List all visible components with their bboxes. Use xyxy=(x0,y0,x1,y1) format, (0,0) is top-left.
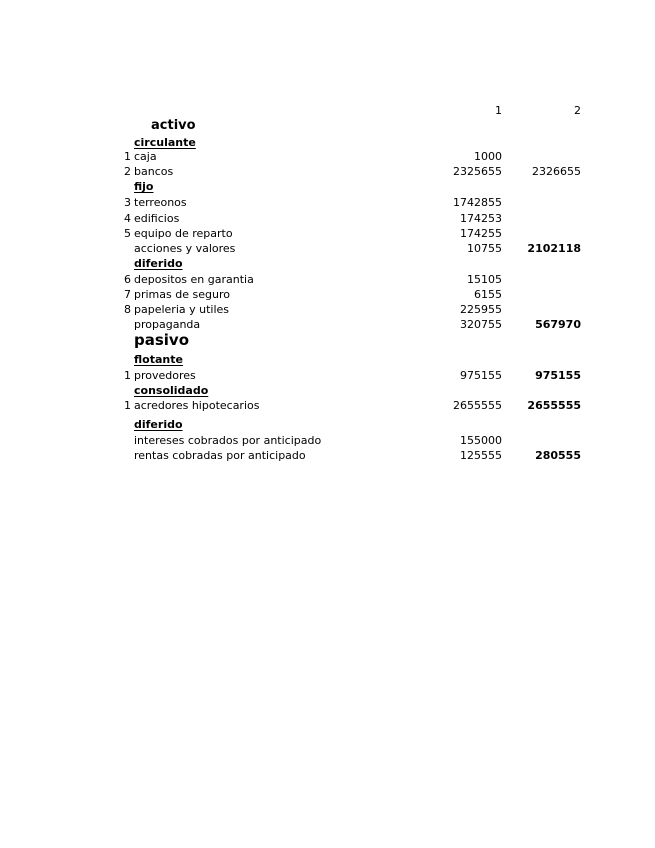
circulante-title: circulante xyxy=(134,136,196,149)
subsection-consolidado xyxy=(0,383,655,398)
diferido-pasivo-title: diferido xyxy=(134,418,183,431)
consolidado-title: consolidado xyxy=(134,384,209,397)
row-label: equipo de reparto xyxy=(134,227,233,240)
row-value-col1: 174255 xyxy=(460,227,502,240)
table-row xyxy=(0,226,655,241)
row-value-col1: 15105 xyxy=(467,273,502,286)
row-number: 2 xyxy=(124,165,131,178)
activo-title: activo xyxy=(151,118,196,133)
row-label: primas de seguro xyxy=(134,288,230,301)
subsection-flotante xyxy=(0,352,655,367)
row-label: depositos en garantia xyxy=(134,273,254,286)
row-value-col1: 2655555 xyxy=(453,399,502,412)
row-number: 6 xyxy=(124,273,131,286)
row-total-col2: 280555 xyxy=(535,449,581,462)
row-label: bancos xyxy=(134,165,174,178)
subsection-diferido-activo xyxy=(0,256,655,271)
row-number: 5 xyxy=(124,227,131,240)
pasivo-title: pasivo xyxy=(134,331,190,349)
table-row xyxy=(0,149,655,164)
row-label: papeleria y utiles xyxy=(134,303,230,316)
column-header-2: 2 xyxy=(574,104,581,117)
row-number: 1 xyxy=(124,399,131,412)
table-row xyxy=(0,211,655,226)
row-number: 1 xyxy=(124,150,131,163)
section-heading-activo xyxy=(0,118,655,136)
row-number: 7 xyxy=(124,288,131,301)
column-header-row xyxy=(0,103,655,118)
row-total-col2: 2655555 xyxy=(527,399,581,412)
row-value-col1: 125555 xyxy=(460,449,502,462)
row-label: acciones y valores xyxy=(134,242,236,255)
subsection-fijo xyxy=(0,179,655,194)
table-row xyxy=(0,287,655,302)
row-value-col1: 2325655 xyxy=(453,165,502,178)
row-number: 8 xyxy=(124,303,131,316)
row-label: acredores hipotecarios xyxy=(134,399,260,412)
row-value-col1: 1742855 xyxy=(453,196,502,209)
row-number: 4 xyxy=(124,212,131,225)
flotante-title: flotante xyxy=(134,353,183,366)
table-row xyxy=(0,448,655,463)
row-total-col2: 975155 xyxy=(535,369,581,382)
row-label: terreonos xyxy=(134,196,187,209)
row-total-col2: 567970 xyxy=(535,318,581,331)
table-row xyxy=(0,272,655,287)
table-row xyxy=(0,195,655,210)
table-row xyxy=(0,241,655,256)
row-label: provedores xyxy=(134,369,196,382)
row-value-col1: 10755 xyxy=(467,242,502,255)
row-value-col1: 1000 xyxy=(474,150,502,163)
table-row xyxy=(0,302,655,317)
subsection-circulante xyxy=(0,135,655,150)
row-number: 3 xyxy=(124,196,131,209)
row-value-col1: 6155 xyxy=(474,288,502,301)
table-row xyxy=(0,164,655,179)
column-header-1: 1 xyxy=(495,104,502,117)
diferido-activo-title: diferido xyxy=(134,257,183,270)
row-total-col2: 2102118 xyxy=(527,242,581,255)
table-row xyxy=(0,368,655,383)
row-value-col1: 225955 xyxy=(460,303,502,316)
table-row xyxy=(0,317,655,332)
row-value-col1: 155000 xyxy=(460,434,502,447)
row-value-col1: 174253 xyxy=(460,212,502,225)
row-label: propaganda xyxy=(134,318,201,331)
row-label: intereses cobrados por anticipado xyxy=(134,434,322,447)
row-label: rentas cobradas por anticipado xyxy=(134,449,306,462)
row-value-col1: 320755 xyxy=(460,318,502,331)
fijo-title: fijo xyxy=(134,180,154,193)
table-row xyxy=(0,398,655,413)
subsection-diferido-pasivo xyxy=(0,417,655,432)
section-heading-pasivo xyxy=(0,333,655,353)
row-value-col1: 975155 xyxy=(460,369,502,382)
table-row xyxy=(0,433,655,448)
row-label: caja xyxy=(134,150,157,163)
row-value-col2: 2326655 xyxy=(532,165,581,178)
row-label: edificios xyxy=(134,212,180,225)
row-number: 1 xyxy=(124,369,131,382)
